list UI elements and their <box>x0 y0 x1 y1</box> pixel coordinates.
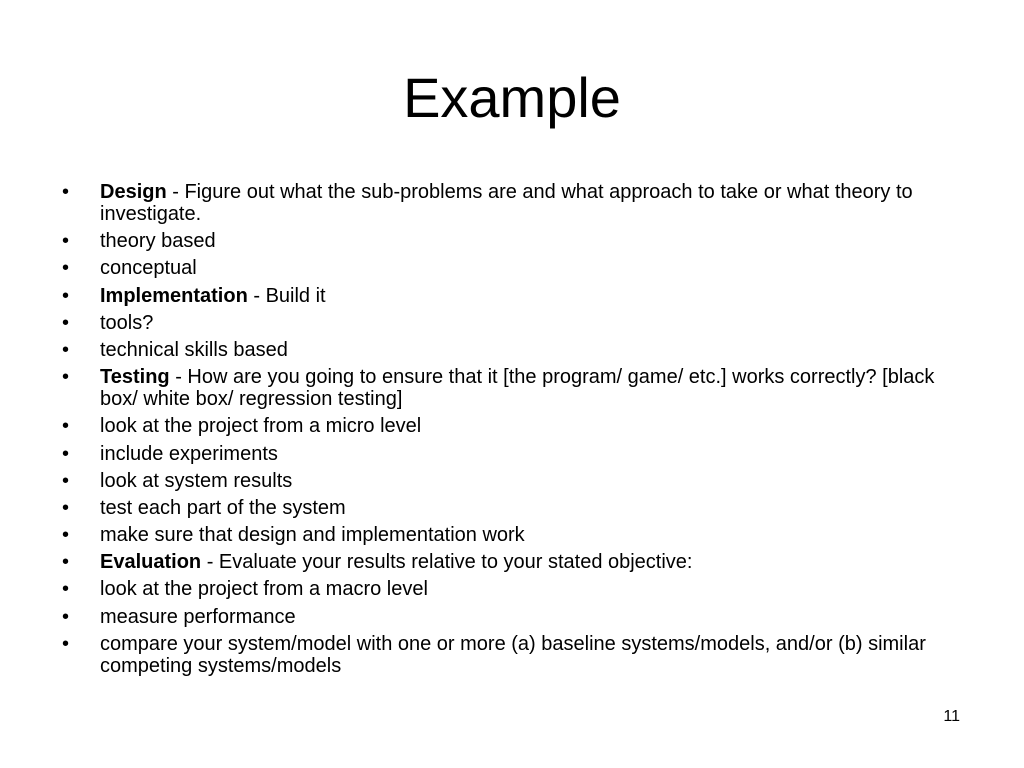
bullet-item <box>62 339 952 361</box>
bullet-dot-icon: • <box>62 257 70 280</box>
bullet-text: - Build it <box>247 284 326 307</box>
bullet-item <box>62 633 952 677</box>
bullet-item <box>62 443 952 465</box>
page-number: 11 <box>943 708 960 725</box>
bullet-dot-icon: • <box>62 366 70 389</box>
bullet-item <box>62 470 952 492</box>
bullet-item <box>62 415 952 437</box>
bullet-dot-icon: • <box>62 230 70 253</box>
bullet-text: - How are you going to ensure that it [the program/ game/ etc.] works correctly? [black box/ white box/ regression testing] <box>100 366 935 411</box>
bullet-dot-icon: • <box>62 469 70 492</box>
bullet-text: theory based <box>100 230 216 253</box>
bullet-dot-icon: • <box>62 181 70 203</box>
bullet-text: - Figure out what the sub-problems are and what approach to take or what theory to investigate. <box>100 181 913 225</box>
bullet-item <box>62 366 952 410</box>
bullet-dot-icon: • <box>62 311 70 334</box>
bullet-dot-icon: • <box>62 632 70 655</box>
bullet-item <box>62 181 952 225</box>
bullet-dot-icon: • <box>62 338 70 361</box>
bullet-item <box>62 285 952 307</box>
bullet-text: compare your system/model with one or more (a) baseline systems/models, and/or (b) similar competing systems/models <box>100 632 926 677</box>
bullet-item <box>62 524 952 546</box>
bullet-item <box>62 312 952 334</box>
bullet-dot-icon: • <box>62 578 70 601</box>
bullet-dot-icon: • <box>62 605 70 628</box>
bullet-dot-icon: • <box>62 415 70 438</box>
bullet-text: measure performance <box>100 605 296 628</box>
bullet-text: technical skills based <box>100 338 288 361</box>
bullet-text: look at the project from a macro level <box>100 578 428 601</box>
bullet-item <box>62 551 952 573</box>
bullet-heading: Testing <box>100 366 170 389</box>
bullet-item <box>62 257 952 279</box>
bullet-text: conceptual <box>100 257 197 280</box>
bullet-text: look at system results <box>100 469 293 492</box>
bullet-dot-icon: • <box>62 442 70 465</box>
bullet-heading: Evaluation <box>100 551 202 574</box>
bullet-text: look at the project from a micro level <box>100 415 422 438</box>
bullet-item <box>62 578 952 600</box>
bullet-dot-icon: • <box>62 551 70 574</box>
bullet-list <box>62 181 952 682</box>
bullet-text: include experiments <box>100 442 278 465</box>
bullet-item <box>62 230 952 252</box>
slide-title: Example <box>403 66 621 129</box>
bullet-dot-icon: • <box>62 284 70 307</box>
bullet-text: make sure that design and implementation work <box>100 524 525 547</box>
bullet-heading: Design <box>100 181 167 203</box>
bullet-text: tools? <box>100 311 154 334</box>
bullet-item <box>62 497 952 519</box>
bullet-dot-icon: • <box>62 524 70 547</box>
bullet-dot-icon: • <box>62 496 70 519</box>
bullet-text: test each part of the system <box>100 496 346 519</box>
bullet-heading: Implementation <box>100 284 248 307</box>
bullet-text: - Evaluate your results relative to your stated objective: <box>201 551 693 574</box>
bullet-item <box>62 606 952 628</box>
